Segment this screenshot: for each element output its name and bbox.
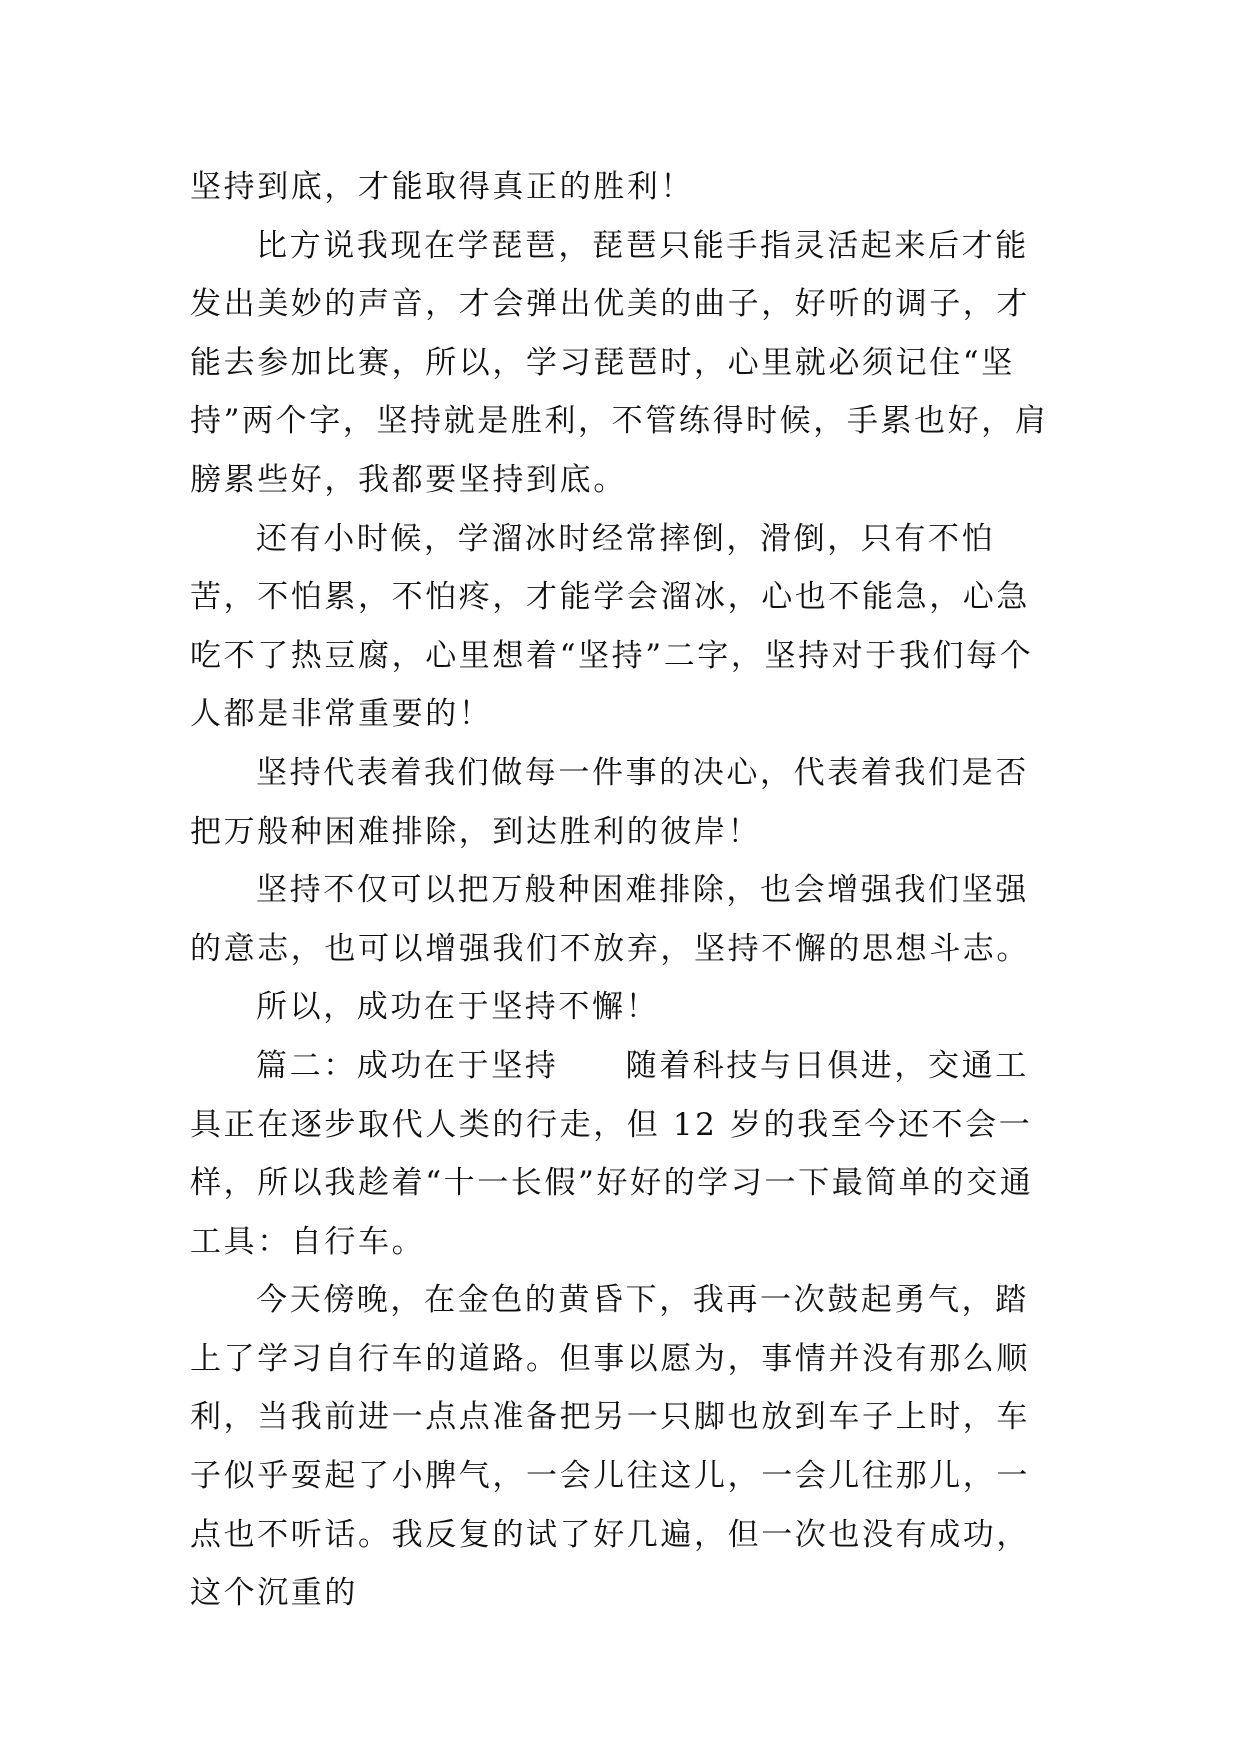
document-body [190,158,1060,1623]
paragraph-2: 比方说我现在学琵琶，琵琶只能手指灵活起来后才能发出美妙的声音，才会弹出优美的曲子，好听的调子，才能去参加比赛，所以，学习琵琶时，心里就必须记住“坚持”两个字，坚持就是胜利，不管练得时候，手累也好，肩膀累些好，我都要坚持到底。 [190,227,1049,498]
paragraph-1: 坚持到底，才能取得真正的胜利！ [190,169,694,205]
paragraph-4: 坚持代表着我们做每一件事的决心，代表着我们是否把万般种困难排除，到达胜利的彼岸！ [190,754,1029,850]
paragraph-3: 还有小时候，学溜冰时经常摔倒，滑倒，只有不怕苦，不怕累，不怕疼，才能学会溜冰，心也不能急，心急吃不了热豆腐，心里想着“坚持”二字，坚持对于我们每个人都是非常重要的！ [190,520,1034,733]
paragraph-7: 篇二：成功在于坚持 随着科技与日俱进，交通工具正在逐步取代人类的行走，但 12 岁的我至今还不会一样，所以我趁着“十一长假”好好的学习一下最简单的交通工具：自行车。 [190,1047,1034,1260]
paragraph-8: 今天傍晚，在金色的黄昏下，我再一次鼓起勇气，踏上了学习自行车的道路。但事以愿为，事情并没有那么顺利，当我前进一点点准备把另一只脚也放到车子上时，车子似乎耍起了小脾气，一会儿往这儿，一会儿往那儿，一点也不听话。我反复的试了好几遍，但一次也没有成功，这个沉重的 [190,1282,1030,1612]
paragraph-5: 坚持不仅可以把万般种困难排除，也会增强我们坚强的意志，也可以增强我们不放弃，坚持不懈的思想斗志。 [190,872,1030,967]
paragraph-6: 所以，成功在于坚持不懈！ [256,989,660,1026]
